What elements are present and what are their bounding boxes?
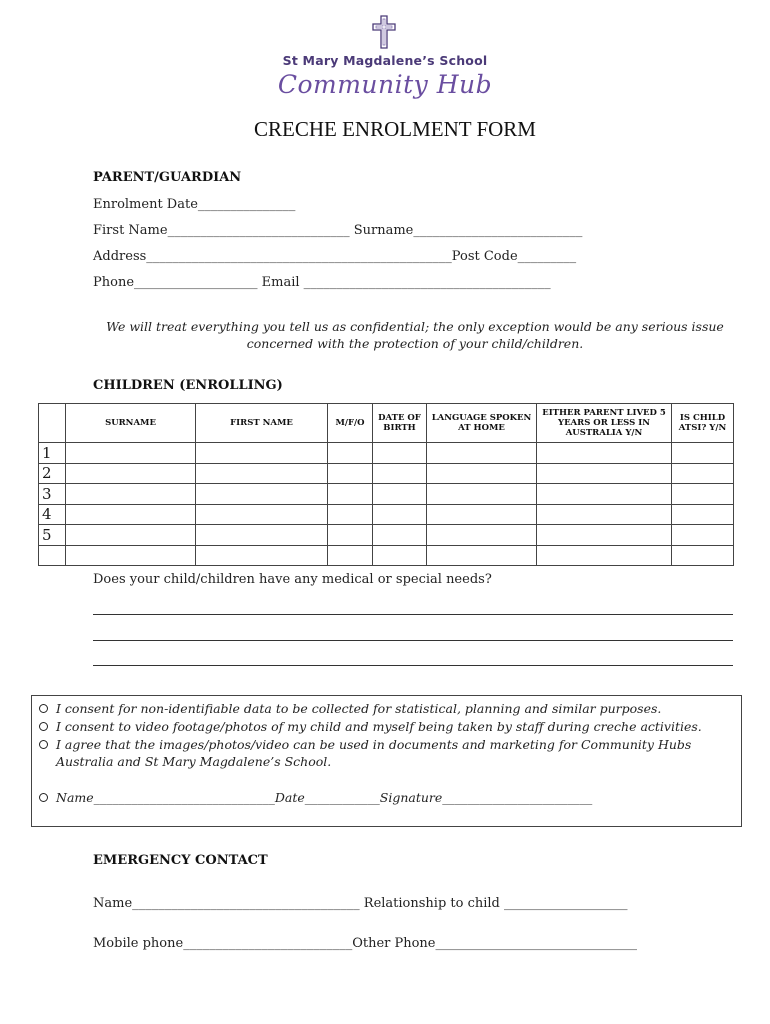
table-row <box>39 463 734 484</box>
column-header: IS CHILD ATSI? Y/N <box>672 404 734 443</box>
consent-item[interactable] <box>39 700 661 717</box>
table-cell[interactable] <box>672 463 734 484</box>
table-cell[interactable] <box>328 525 373 546</box>
table-cell[interactable] <box>373 525 427 546</box>
radio-bullet-icon[interactable] <box>39 793 48 802</box>
table-cell[interactable] <box>66 463 196 484</box>
table-cell[interactable] <box>66 504 196 525</box>
table-cell[interactable] <box>537 484 672 505</box>
table-cell[interactable] <box>196 443 328 464</box>
school-name: St Mary Magdalene’s School <box>282 53 488 68</box>
consent-text-continued: Australia and St Mary Magdalene’s School. <box>56 754 332 769</box>
address-fields[interactable]: Address_______________________________________________Post Code_________ <box>93 249 577 264</box>
row-number: 3 <box>39 484 66 505</box>
radio-bullet-icon[interactable] <box>39 704 48 713</box>
table-cell[interactable] <box>672 443 734 464</box>
medical-question: Does your child/children have any medical or special needs? <box>93 572 492 587</box>
table-row <box>39 525 734 546</box>
parent-heading: PARENT/GUARDIAN <box>93 170 242 185</box>
column-header: DATE OF BIRTH <box>373 404 427 443</box>
table-row <box>39 443 734 464</box>
table-cell[interactable] <box>672 504 734 525</box>
consent-signature-item[interactable] <box>39 789 592 806</box>
enrolment-date-field[interactable]: Enrolment Date_______________ <box>93 197 296 212</box>
table-cell[interactable] <box>427 525 537 546</box>
table-cell[interactable] <box>66 525 196 546</box>
contact-fields[interactable]: Phone___________________ Email ______________________________________ <box>93 275 551 290</box>
table-row <box>39 504 734 525</box>
consent-text: I agree that the images/photos/video can be used in documents and marketing for Community Hubs <box>56 737 692 752</box>
table-cell[interactable] <box>672 525 734 546</box>
table-cell[interactable] <box>672 545 734 566</box>
column-header: EITHER PARENT LIVED 5 YEARS OR LESS IN AUSTRALIA Y/N <box>537 404 672 443</box>
table-cell[interactable] <box>196 484 328 505</box>
emergency-name-fields[interactable]: Name___________________________________ Relationship to child ___________________ <box>93 896 628 911</box>
answer-line[interactable] <box>93 665 733 666</box>
row-number <box>39 545 66 566</box>
table-cell[interactable] <box>427 545 537 566</box>
table-cell[interactable] <box>328 463 373 484</box>
column-header <box>39 404 66 443</box>
answer-line[interactable] <box>93 614 733 615</box>
radio-bullet-icon[interactable] <box>39 740 48 749</box>
row-number: 5 <box>39 525 66 546</box>
table-cell[interactable] <box>373 504 427 525</box>
consent-box <box>31 695 742 827</box>
table-cell[interactable] <box>537 525 672 546</box>
table-cell[interactable] <box>373 443 427 464</box>
consent-text: I consent for non-identifiable data to be collected for statistical, planning and similar purposes. <box>56 701 662 716</box>
table-header-row <box>39 404 734 443</box>
children-table <box>38 403 734 566</box>
answer-line[interactable] <box>93 640 733 641</box>
column-header: LANGUAGE SPOKEN AT HOME <box>427 404 537 443</box>
table-cell[interactable] <box>537 545 672 566</box>
table-cell[interactable] <box>537 463 672 484</box>
table-cell[interactable] <box>328 484 373 505</box>
cross-logo-icon <box>371 14 397 50</box>
table-cell[interactable] <box>427 504 537 525</box>
table-cell[interactable] <box>537 504 672 525</box>
row-number: 4 <box>39 504 66 525</box>
table-cell[interactable] <box>66 443 196 464</box>
table-row <box>39 484 734 505</box>
table-cell[interactable] <box>427 463 537 484</box>
consent-item[interactable] <box>39 736 691 753</box>
table-cell[interactable] <box>66 484 196 505</box>
consent-item[interactable] <box>39 718 702 735</box>
table-cell[interactable] <box>373 463 427 484</box>
column-header: M/F/O <box>328 404 373 443</box>
table-cell[interactable] <box>537 443 672 464</box>
table-cell[interactable] <box>328 545 373 566</box>
row-number: 2 <box>39 463 66 484</box>
column-header: FIRST NAME <box>196 404 328 443</box>
table-cell[interactable] <box>196 545 328 566</box>
table-cell[interactable] <box>373 484 427 505</box>
hub-name: Community Hub <box>277 70 493 99</box>
table-cell[interactable] <box>373 545 427 566</box>
table-cell[interactable] <box>672 484 734 505</box>
name-fields[interactable]: First Name____________________________ Surname__________________________ <box>93 223 583 238</box>
emergency-heading: EMERGENCY CONTACT <box>93 853 268 868</box>
radio-bullet-icon[interactable] <box>39 722 48 731</box>
table-cell[interactable] <box>328 504 373 525</box>
table-cell[interactable] <box>196 463 328 484</box>
column-header: SURNAME <box>66 404 196 443</box>
signature-fields[interactable]: Name_____________________________Date____________Signature________________________ <box>56 790 593 805</box>
table-row <box>39 545 734 566</box>
consent-text: I consent to video footage/photos of my child and myself being taken by staff during creche activities. <box>56 719 702 734</box>
table-cell[interactable] <box>328 443 373 464</box>
table-cell[interactable] <box>196 504 328 525</box>
table-cell[interactable] <box>66 545 196 566</box>
table-cell[interactable] <box>427 484 537 505</box>
table-cell[interactable] <box>196 525 328 546</box>
table-cell[interactable] <box>427 443 537 464</box>
confidentiality-note: We will treat everything you tell us as confidential; the only exception would be any serious issue concerned with the protection of your child/children. <box>106 319 724 351</box>
form-title: CRECHE ENROLMENT FORM <box>254 117 536 141</box>
children-heading: CHILDREN (ENROLLING) <box>93 378 283 393</box>
emergency-phone-fields[interactable]: Mobile phone__________________________Other Phone_______________________________ <box>93 936 637 951</box>
row-number: 1 <box>39 443 66 464</box>
